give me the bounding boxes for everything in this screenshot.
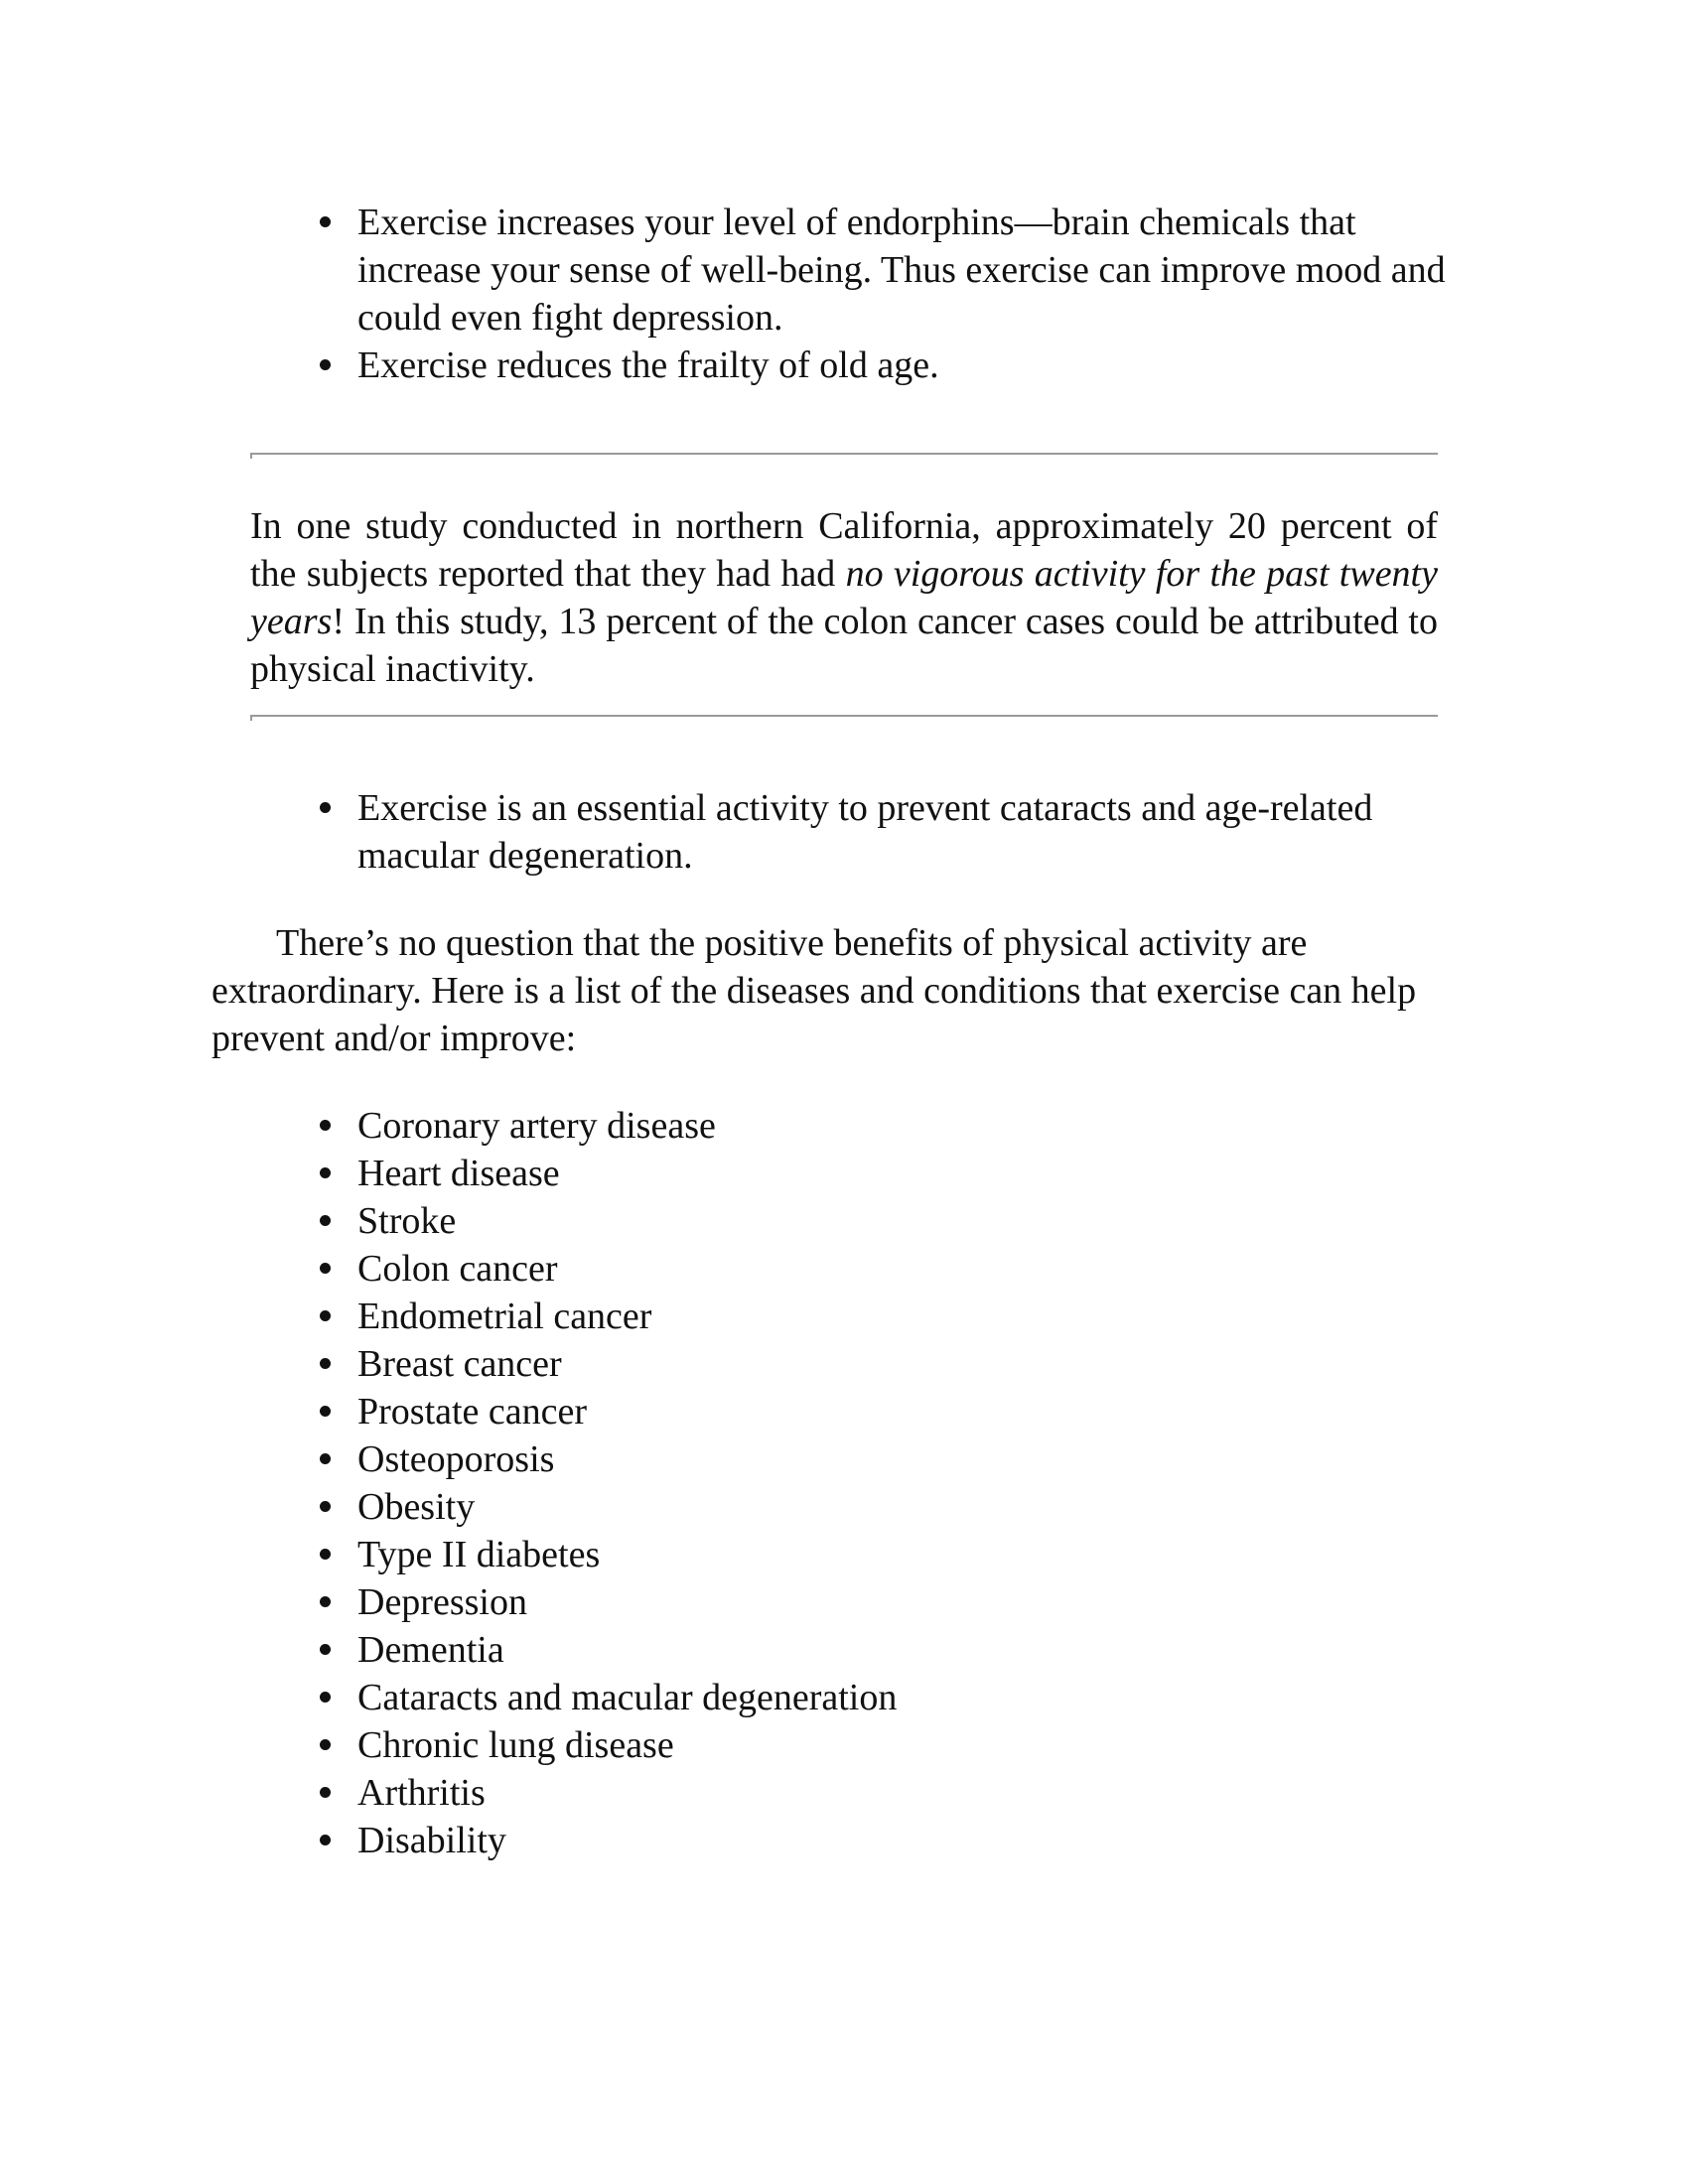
list-item-text: Exercise reduces the frailty of old age.	[357, 344, 939, 386]
list-item	[357, 1102, 1450, 1150]
list-item-text: Cataracts and macular degeneration	[357, 1677, 898, 1718]
bullet-icon	[320, 1549, 331, 1560]
list-item	[357, 1674, 1450, 1721]
list-item	[357, 1483, 1450, 1531]
callout-bottom-rule	[250, 715, 1438, 717]
bullet-icon	[320, 1310, 331, 1321]
bullet-icon	[320, 1787, 331, 1798]
benefits-list-top	[357, 199, 1450, 389]
bullet-icon	[320, 359, 331, 370]
bullet-icon	[320, 1120, 331, 1131]
bullet-icon	[320, 1596, 331, 1607]
bullet-icon	[320, 1739, 331, 1750]
bullet-icon	[320, 802, 331, 813]
list-item-text: Disability	[357, 1820, 506, 1861]
list-item-text: Chronic lung disease	[357, 1724, 674, 1766]
list-item	[357, 1531, 1450, 1578]
bullet-icon	[320, 1215, 331, 1226]
list-item-text: Arthritis	[357, 1772, 486, 1814]
list-item-text: Colon cancer	[357, 1248, 558, 1290]
list-item-text: Endometrial cancer	[357, 1296, 652, 1337]
list-item	[357, 199, 1450, 341]
list-item	[357, 1245, 1450, 1293]
list-item	[357, 1435, 1450, 1483]
list-item-text: Prostate cancer	[357, 1391, 588, 1433]
list-item-text: Heart disease	[357, 1153, 560, 1194]
callout-text-after: ! In this study, 13 percent of the colon cancer cases could be attributed to physical inactivity.	[250, 601, 1438, 690]
bullet-icon	[320, 1406, 331, 1417]
bullet-icon	[320, 1835, 331, 1845]
list-item	[357, 1340, 1450, 1388]
diseases-list	[357, 1102, 1450, 1864]
list-item	[357, 1388, 1450, 1435]
list-item	[357, 1721, 1450, 1769]
bullet-icon	[320, 216, 331, 227]
list-item	[357, 1769, 1450, 1817]
list-item-text: Breast cancer	[357, 1343, 562, 1385]
list-item	[357, 1293, 1450, 1340]
list-item	[357, 1150, 1450, 1197]
list-item-text: Dementia	[357, 1629, 504, 1671]
body-paragraph: There’s no question that the positive benefits of physical activity are extraordinary. Here is a list of the diseases and conditions that exercise can help prevent and/or improve:	[211, 922, 1417, 1059]
list-item	[357, 784, 1410, 880]
bullet-icon	[320, 1167, 331, 1178]
bullet-icon	[320, 1358, 331, 1369]
bullet-icon	[320, 1644, 331, 1655]
list-item-text: Osteoporosis	[357, 1438, 555, 1480]
callout-emphasis: no vigorous activity for the past twenty years	[250, 553, 1438, 642]
bullet-icon	[320, 1501, 331, 1512]
benefits-list-mid	[357, 784, 1410, 880]
callout-text-before: In one study conducted in northern California, approximately 20 percent of the subjects reported that they had had	[250, 505, 1438, 595]
bullet-icon	[320, 1453, 331, 1464]
bullet-icon	[320, 1692, 331, 1703]
list-item-text: Coronary artery disease	[357, 1105, 716, 1147]
list-item-text: Exercise increases your level of endorphins—brain chemicals that increase your sense of well-being. Thus exercise can improve mood and could even fight depression.	[357, 202, 1446, 339]
list-item	[357, 1578, 1450, 1626]
list-item-text: Exercise is an essential activity to prevent cataracts and age-related macular degeneration.	[357, 787, 1373, 877]
list-item	[357, 1197, 1450, 1245]
list-item-text: Depression	[357, 1581, 527, 1623]
list-item	[357, 1626, 1450, 1674]
list-item	[357, 341, 1450, 389]
list-item-text: Stroke	[357, 1200, 457, 1242]
list-item-text: Type II diabetes	[357, 1534, 601, 1575]
bullet-icon	[320, 1263, 331, 1274]
list-item	[357, 1817, 1450, 1864]
callout-top-rule	[250, 453, 1438, 455]
list-item-text: Obesity	[357, 1486, 476, 1528]
callout-box-text	[250, 502, 1438, 693]
